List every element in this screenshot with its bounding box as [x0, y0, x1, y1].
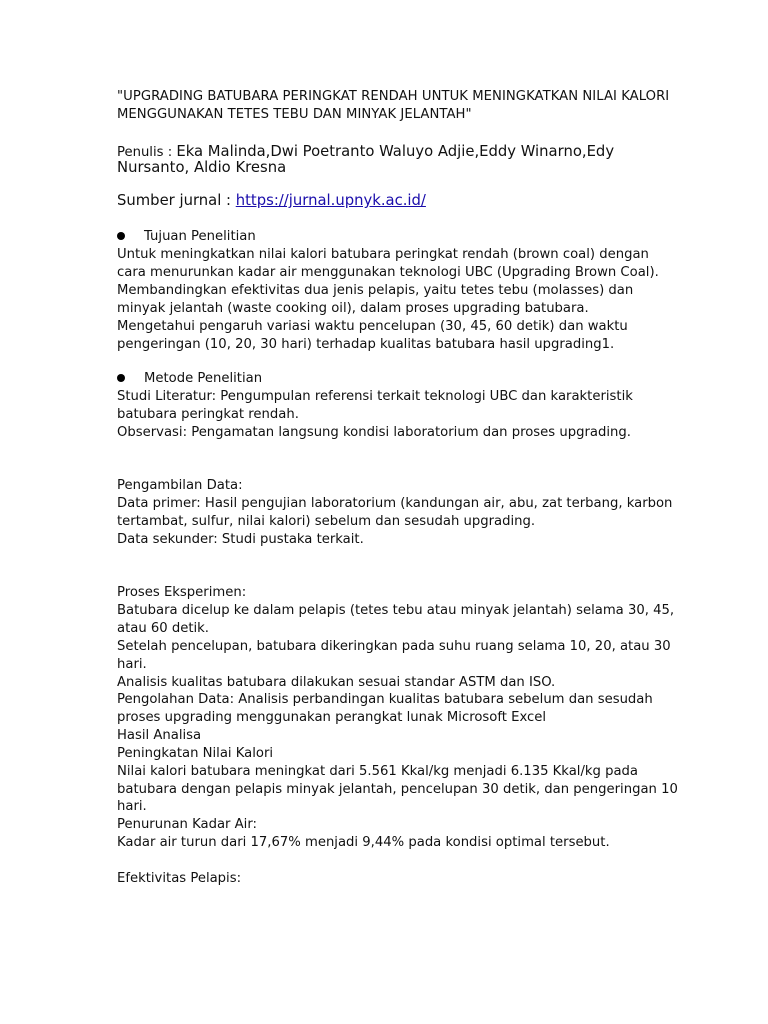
tujuan-line-1: Untuk meningkatkan nilai kalori batubara peringkat rendah (brown coal) dengan — [117, 247, 649, 262]
metode-line-2: batubara peringkat rendah. — [117, 407, 299, 422]
proses-heading: Proses Eksperimen: — [117, 585, 247, 600]
authors-line-2: Nursanto, Aldio Kresna — [117, 159, 287, 176]
metode-line-3: Observasi: Pengamatan langsung kondisi laboratorium dan proses upgrading. — [117, 425, 631, 440]
pengambilan-line-1: Data primer: Hasil pengujian laboratorium (kandungan air, abu, zat terbang, karbon — [117, 496, 673, 511]
kadar-air-line-1: Kadar air turun dari 17,67% menjadi 9,44% pada kondisi optimal tersebut. — [117, 835, 610, 850]
bullet-icon — [117, 232, 125, 240]
source-line — [117, 192, 426, 210]
hasil-heading: Hasil Analisa — [117, 728, 202, 743]
pengambilan-line-3: Data sekunder: Studi pustaka terkait. — [117, 532, 364, 547]
bullet-icon — [117, 374, 125, 382]
tujuan-line-3: Membandingkan efektivitas dua jenis pelapis, yaitu tetes tebu (molasses) dan — [117, 283, 634, 298]
proses-line-7: proses upgrading menggunakan perangkat lunak Microsoft Excel — [117, 710, 547, 725]
doc-title-line-1: "UPGRADING BATUBARA PERINGKAT RENDAH UNTUK MENINGKATKAN NILAI KALORI — [117, 89, 670, 104]
proses-line-4: hari. — [117, 657, 147, 672]
kalori-line-3: hari. — [117, 799, 147, 814]
authors-label: Penulis : — [117, 145, 177, 160]
proses-line-3: Setelah pencelupan, batubara dikeringkan pada suhu ruang selama 10, 20, atau 30 — [117, 639, 671, 654]
doc-title-line-2: MENGGUNAKAN TETES TEBU DAN MINYAK JELANTAH" — [117, 107, 472, 122]
tujuan-line-6: pengeringan (10, 20, 30 hari) terhadap kualitas batubara hasil upgrading1. — [117, 337, 615, 352]
tujuan-line-4: minyak jelantah (waste cooking oil), dalam proses upgrading batubara. — [117, 301, 589, 316]
authors-names-1: Eka Malinda,Dwi Poetranto Waluyo Adjie,Eddy Winarno,Edy — [176, 143, 615, 160]
proses-line-2: atau 60 detik. — [117, 621, 210, 636]
pengambilan-line-2: tertambat, sulfur, nilai kalori) sebelum dan sesudah upgrading. — [117, 514, 536, 529]
kalori-line-2: batubara dengan pelapis minyak jelantah, pencelupan 30 detik, dan pengeringan 10 — [117, 782, 678, 797]
tujuan-heading: Tujuan Penelitian — [144, 229, 256, 244]
proses-line-1: Batubara dicelup ke dalam pelapis (tetes tebu atau minyak jelantah) selama 30, 45, — [117, 603, 675, 618]
efektivitas-heading: Efektivitas Pelapis: — [117, 871, 242, 886]
tujuan-line-2: cara menurunkan kadar air menggunakan teknologi UBC (Upgrading Brown Coal). — [117, 265, 659, 280]
source-link[interactable]: https://jurnal.upnyk.ac.id/ — [235, 192, 426, 209]
proses-line-5: Analisis kualitas batubara dilakukan sesuai standar ASTM dan ISO. — [117, 675, 556, 690]
metode-line-1: Studi Literatur: Pengumpulan referensi terkait teknologi UBC dan karakteristik — [117, 389, 633, 404]
kalori-line-1: Nilai kalori batubara meningkat dari 5.561 Kkal/kg menjadi 6.135 Kkal/kg pada — [117, 764, 639, 779]
proses-line-6: Pengolahan Data: Analisis perbandingan kualitas batubara sebelum dan sesudah — [117, 692, 653, 707]
pengambilan-heading: Pengambilan Data: — [117, 478, 243, 493]
kadar-air-heading: Penurunan Kadar Air: — [117, 817, 257, 832]
source-label: Sumber jurnal : — [117, 192, 236, 209]
kalori-heading: Peningkatan Nilai Kalori — [117, 746, 274, 761]
metode-heading: Metode Penelitian — [144, 371, 263, 386]
tujuan-line-5: Mengetahui pengaruh variasi waktu pencelupan (30, 45, 60 detik) dan waktu — [117, 319, 628, 334]
